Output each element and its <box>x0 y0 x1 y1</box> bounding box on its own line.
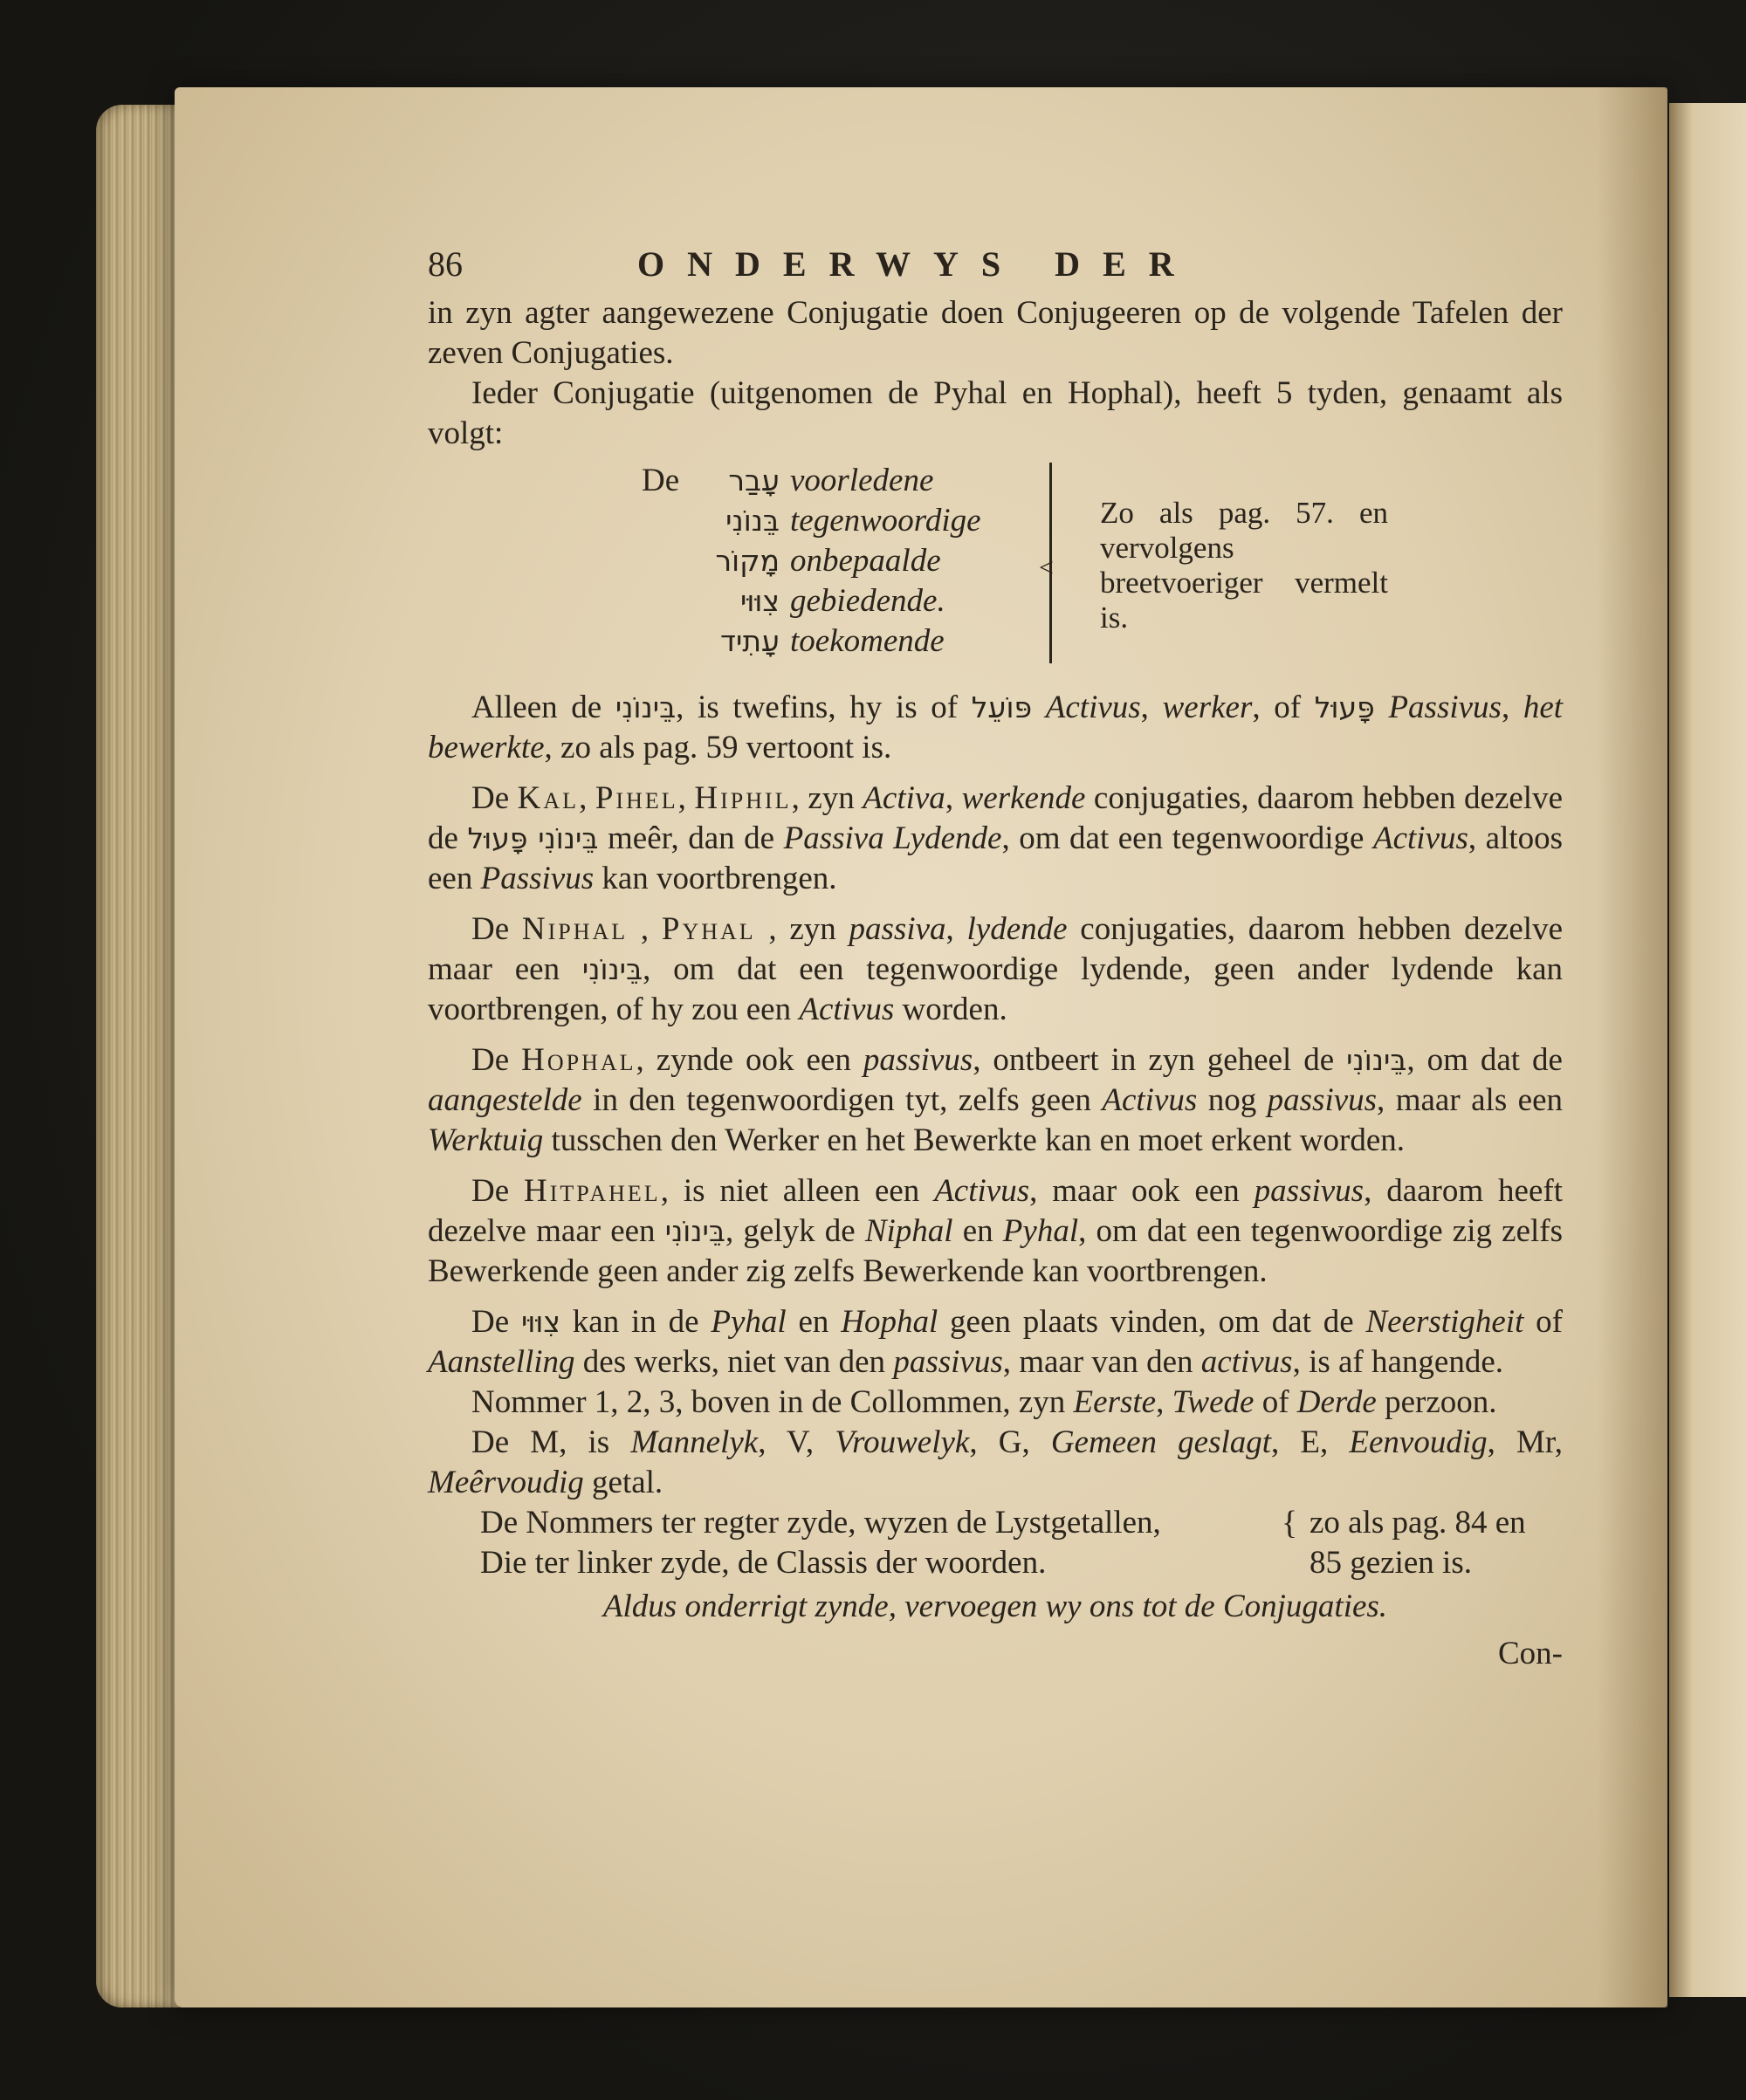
closing-text: Aldus onderrigt zynde, vervoegen wy ons tot de Conjugaties. <box>602 1589 1388 1624</box>
text: , maar ook een <box>1029 1173 1255 1209</box>
italic-term: Meêrvoudig <box>428 1465 584 1500</box>
text: , om dat een tegenwoordige lydende, geen ander lydende kan voortbrengen, of hy zou een <box>428 951 1563 1027</box>
text: of <box>1523 1304 1564 1340</box>
text: conjugaties, daarom hebben dezelve de <box>428 780 1563 856</box>
italic-term: Derde <box>1296 1384 1377 1420</box>
italic-term: het bewerkte <box>428 690 1564 765</box>
legend-line-1 <box>428 1503 1563 1543</box>
italic-term: passivus <box>893 1344 1003 1380</box>
italic-term: werker <box>1162 690 1253 725</box>
italic-term: Mannelyk <box>630 1424 759 1460</box>
paragraph-5 <box>428 909 1563 1030</box>
legend-left: Die ter linker zyde, de Classis der woorden. <box>480 1545 1047 1581</box>
italic-term: activus <box>1200 1344 1293 1380</box>
italic-term: Pyhal <box>1002 1213 1079 1249</box>
text: , V, <box>758 1424 835 1460</box>
tense-row <box>703 621 1069 662</box>
conjugation-name: Niphal <box>521 911 629 947</box>
facing-page-edge <box>1669 103 1746 1997</box>
text: , <box>677 780 695 816</box>
italic-term: Passivus <box>480 861 595 896</box>
tense-hebrew: מָקוֹר <box>715 544 780 578</box>
tense-row <box>703 541 1069 581</box>
text: , of <box>1252 690 1302 725</box>
text: , is af hangende. <box>1292 1344 1504 1380</box>
text: , E, <box>1271 1424 1350 1460</box>
italic-term: Activa <box>863 780 945 816</box>
italic-term: Twede <box>1172 1384 1255 1420</box>
hebrew-word: פָּעוּל <box>1314 690 1375 724</box>
legend-left: De Nommers ter regter zyde, wyzen de Lystgetallen, <box>480 1505 1161 1541</box>
italic-term: aangestelde <box>428 1082 582 1118</box>
text: , maar van den <box>1002 1344 1201 1380</box>
text: , <box>1501 690 1523 725</box>
text: , zyn <box>755 911 849 947</box>
tense-hebrew: עָבַר <box>728 463 780 498</box>
text: De M, is <box>471 1424 631 1460</box>
hebrew-word: בֵּינוֹנִי <box>664 1214 725 1248</box>
running-title: ONDERWYS DER <box>637 244 1197 284</box>
tense-dutch: onbepaalde <box>790 543 941 579</box>
text: De <box>471 1173 525 1209</box>
text: , <box>945 780 962 816</box>
text: De <box>471 1042 522 1078</box>
tense-hebrew: בֵּנוֹנִי <box>725 504 780 538</box>
legend-brace: { <box>1282 1505 1298 1541</box>
paragraph-2: Ieder Conjugatie (uitgenomen de Pyhal en Hophal), heeft 5 tyden, genaamt als volgt: <box>428 375 1563 451</box>
text: , ontbeert in zyn geheel de <box>973 1042 1335 1078</box>
text: , zyn <box>791 780 863 816</box>
conjugation-name: Kal <box>517 780 580 816</box>
text: , zynde ook een <box>636 1042 863 1078</box>
italic-term: Vrouwelyk <box>835 1424 970 1460</box>
text: , om dat de <box>1406 1042 1563 1078</box>
running-head <box>428 236 1563 293</box>
tense-dutch: voorledene <box>790 463 934 498</box>
italic-term: Passivus <box>1388 690 1502 725</box>
italic-term: Activus <box>799 992 895 1027</box>
paragraph-4 <box>428 779 1563 899</box>
italic-term: Pyhal <box>711 1304 787 1340</box>
italic-term: Gemeen geslagt <box>1050 1424 1272 1460</box>
italic-term: Activus <box>1372 820 1468 856</box>
tenses-table <box>428 461 1563 679</box>
tense-row <box>703 581 1069 621</box>
text: , zo als pag. 59 vertoont is. <box>544 730 892 765</box>
paragraph-6 <box>428 1040 1563 1161</box>
text: kan voortbrengen. <box>601 861 837 896</box>
text: , om dat een tegenwoordige <box>1001 820 1364 856</box>
italic-term: passivus <box>1267 1082 1378 1118</box>
text: Alleen de <box>471 690 602 725</box>
tense-hebrew: צִוּוּי <box>740 584 780 618</box>
text: , <box>579 780 595 816</box>
text: worden. <box>902 992 1007 1027</box>
catchword: Con- <box>1498 1636 1563 1671</box>
italic-term: passiva <box>849 911 946 947</box>
legend-line-2 <box>428 1543 1563 1583</box>
text: conjugaties, daarom hebben dezelve maar een <box>428 911 1563 987</box>
hebrew-word: בֵּינוֹנִי <box>581 952 643 986</box>
text: , is twefins, hy is of <box>676 690 959 725</box>
text: , <box>628 911 662 947</box>
hebrew-word: בֵּינוֹנִי פָּעוּל <box>467 821 599 855</box>
tenses-de: De <box>642 463 680 498</box>
text: getal. <box>583 1465 663 1500</box>
hebrew-word: צִוּוּי <box>520 1305 560 1339</box>
text: , altoos een <box>428 820 1564 896</box>
paragraph-3 <box>428 688 1563 768</box>
text: , gelyk de <box>725 1213 865 1249</box>
italic-term: Werktuig <box>428 1122 544 1158</box>
gutter-shadow <box>1598 87 1667 2007</box>
text: tusschen den Werker en het Bewerkte kan en moet erkent worden. <box>543 1122 1405 1158</box>
conjugation-name: Pihel <box>595 780 678 816</box>
italic-term: lydende <box>966 911 1068 947</box>
tense-dutch: gebiedende. <box>790 583 945 619</box>
paragraph-7 <box>428 1171 1563 1292</box>
text: De <box>471 1304 510 1340</box>
brace-tip: < <box>1039 553 1054 582</box>
italic-term: Niphal <box>864 1213 953 1249</box>
hebrew-word: פּוֹעֵל <box>971 690 1033 724</box>
text: De <box>471 780 518 816</box>
hebrew-word: בֵּינוֹנִי <box>615 690 677 724</box>
paragraph-1: in zyn agter aangewezene Conjugatie doen Conjugeeren op de volgende Tafelen der zeven Conjugaties. <box>428 295 1563 371</box>
italic-term: Activus <box>1045 690 1141 725</box>
text: kan in de <box>572 1304 711 1340</box>
text: , Mr, <box>1487 1424 1563 1460</box>
text: Nommer 1, 2, 3, boven in de Collommen, zyn <box>471 1384 1074 1420</box>
italic-term: Passiva Lydende <box>783 820 1002 856</box>
text: des werks, niet van den <box>574 1344 894 1380</box>
tense-hebrew: עָתִיד <box>719 624 780 658</box>
italic-term: Eenvoudig <box>1349 1424 1488 1460</box>
conjugation-name: Hophal <box>521 1042 636 1078</box>
tense-note: Zo als pag. 57. en vervolgens breetvoeriger vermelt is. <box>1100 496 1388 635</box>
text: , is niet alleen een <box>660 1173 935 1209</box>
page-number: 86 <box>428 244 463 284</box>
italic-term: passivus <box>863 1042 973 1078</box>
paragraph-8 <box>428 1302 1563 1383</box>
text: meêr, dan de <box>608 820 775 856</box>
italic-term: Neerstigheit <box>1365 1304 1524 1340</box>
text: , om dat een tegenwoordige zig zelfs Bewerkende geen ander zig zelfs Bewerkende kan voortbrengen. <box>428 1213 1563 1289</box>
text: De <box>471 911 522 947</box>
closing-line <box>428 1587 1563 1627</box>
paragraph-10 <box>428 1423 1563 1503</box>
text: , <box>1156 1384 1172 1420</box>
text: geen plaats vinden, om dat de <box>938 1304 1366 1340</box>
tense-dutch: toekomende <box>790 623 945 659</box>
text: nog <box>1197 1082 1268 1118</box>
paragraph-9 <box>428 1383 1563 1423</box>
italic-term: Eerste <box>1073 1384 1157 1420</box>
italic-term: werkende <box>961 780 1086 816</box>
text: en <box>952 1213 1003 1249</box>
italic-term: Hophal <box>841 1304 938 1340</box>
text: of <box>1254 1384 1297 1420</box>
conjugation-name: Pyhal <box>661 911 756 947</box>
italic-term: Aanstelling <box>428 1344 575 1380</box>
italic-term: Activus <box>1102 1082 1198 1118</box>
text: , daarom heeft dezelve maar een <box>428 1173 1563 1249</box>
tense-row <box>703 501 1069 541</box>
text: , maar als een <box>1377 1082 1563 1118</box>
text: , <box>1140 690 1163 725</box>
hebrew-word: בֵּינוֹנִי <box>1346 1043 1407 1077</box>
page-text <box>428 236 1563 1674</box>
legend-right: zo als pag. 84 en <box>1310 1505 1526 1541</box>
tense-dutch: tegenwoordige <box>790 503 981 539</box>
conjugation-name: Hiphil <box>694 780 792 816</box>
text: perzoon. <box>1376 1384 1497 1420</box>
text: in den tegenwoordigen tyt, zelfs geen <box>581 1082 1103 1118</box>
italic-term: passivus <box>1254 1173 1364 1209</box>
conjugation-name: Hitpahel <box>524 1173 661 1209</box>
text: , <box>945 911 967 947</box>
text: en <box>786 1304 842 1340</box>
tense-row <box>703 461 1069 501</box>
italic-term: Activus <box>934 1173 1030 1209</box>
text: , G, <box>969 1424 1051 1460</box>
legend-right: 85 gezien is. <box>1310 1545 1472 1581</box>
